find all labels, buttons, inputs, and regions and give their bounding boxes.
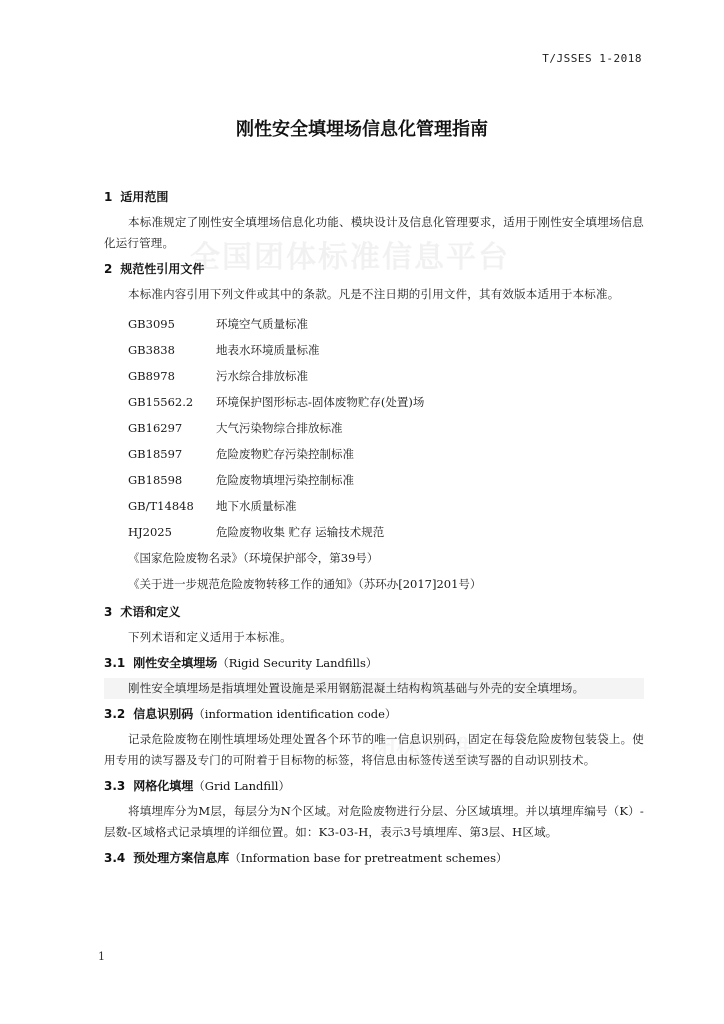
section-english-title: （Grid Landfill） — [193, 779, 290, 793]
section-number: 3.2 — [104, 707, 126, 721]
section-title: 信息识别码 — [133, 707, 194, 721]
reference-item — [128, 337, 644, 363]
reference-code: GB/T14848 — [128, 499, 194, 513]
reference-list — [128, 311, 644, 597]
standard-code: T/JSSES 1-2018 — [542, 52, 642, 65]
section-3-3-paragraph: 将填埋库分为M层，每层分为N个区域。对危险废物进行分层、分区域填埋。并以填埋库编号（K）-层数-区域格式记录填埋的详细位置。如：K3-03-H，表示3号填埋库、第3层、H区域。 — [104, 804, 644, 839]
reference-item — [128, 389, 644, 415]
section-3-3-heading — [104, 775, 644, 797]
section-title: 预处理方案信息库 — [133, 851, 230, 865]
section-title: 刚性安全填埋场 — [133, 656, 218, 670]
reference-name: 污水综合排放标准 — [216, 369, 308, 383]
section-number: 3.1 — [104, 656, 126, 670]
reference-code: GB15562.2 — [128, 395, 194, 409]
reference-document: 《关于进一步规范危险废物转移工作的通知》（苏环办[2017]201号） — [128, 577, 482, 591]
reference-name: 危险废物收集 贮存 运输技术规范 — [216, 525, 385, 539]
section-2-paragraph: 本标准内容引用下列文件或其中的条款。凡是不注日期的引用文件，其有效版本适用于本标准。 — [128, 287, 620, 301]
section-title: 适用范围 — [120, 190, 169, 204]
reference-name: 危险废物填埋污染控制标准 — [216, 473, 354, 487]
reference-code: HJ2025 — [128, 525, 172, 539]
section-1-paragraph: 本标准规定了刚性安全填埋场信息化功能、模块设计及信息化管理要求，适用于刚性安全填埋场信息化运行管理。 — [104, 215, 644, 250]
section-3-paragraph: 下列术语和定义适用于本标准。 — [128, 630, 292, 644]
reference-name: 环境保护图形标志-固体废物贮存(处置)场 — [216, 395, 425, 409]
reference-document: 《国家危险废物名录》（环境保护部令，第39号） — [128, 551, 379, 565]
section-english-title: （information identification code） — [193, 707, 397, 721]
section-number: 3.4 — [104, 851, 126, 865]
reference-code: GB16297 — [128, 421, 183, 435]
section-3-2-paragraph: 记录危险废物在刚性填埋场处理处置各个环节的唯一信息识别码，固定在每袋危险废物包装袋上。使用专用的读写器及专门的可附着于目标物的标签，将信息由标签传送至读写器的自动识别技术。 — [104, 732, 644, 767]
reference-item — [128, 467, 644, 493]
section-1-heading — [104, 186, 644, 208]
section-number: 1 — [104, 190, 113, 204]
section-title: 术语和定义 — [120, 605, 181, 619]
section-number: 3.3 — [104, 779, 126, 793]
reference-code: GB8978 — [128, 369, 175, 383]
section-3-1-paragraph: 刚性安全填埋场是指填埋处置设施是采用钢筋混凝土结构构筑基础与外壳的安全填埋场。 — [104, 678, 644, 699]
section-2-heading — [104, 258, 644, 280]
section-3-4-heading — [104, 847, 644, 869]
section-3-2-heading — [104, 703, 644, 725]
reference-code: GB18598 — [128, 473, 183, 487]
reference-item — [128, 441, 644, 467]
reference-name: 地下水质量标准 — [216, 499, 297, 513]
section-english-title: （Information base for pretreatment schemes） — [229, 851, 508, 865]
page-number: 1 — [98, 950, 105, 963]
reference-item — [128, 363, 644, 389]
section-number: 3 — [104, 605, 113, 619]
reference-name: 大气污染物综合排放标准 — [216, 421, 343, 435]
reference-name: 地表水环境质量标准 — [216, 343, 320, 357]
watermark: 全国团体标准信息平台 — [190, 240, 510, 275]
reference-code: GB3095 — [128, 317, 175, 331]
reference-code: GB3838 — [128, 343, 175, 357]
section-3-heading — [104, 601, 644, 623]
document-body — [104, 186, 644, 869]
section-3-1-heading — [104, 652, 644, 674]
reference-item — [128, 519, 644, 545]
reference-item — [128, 493, 644, 519]
reference-name: 危险废物贮存污染控制标准 — [216, 447, 354, 461]
section-number: 2 — [104, 262, 113, 276]
section-title: 网格化填埋 — [133, 779, 194, 793]
document-title: 刚性安全填埋场信息化管理指南 — [236, 119, 488, 140]
reference-code: GB18597 — [128, 447, 183, 461]
reference-item — [128, 311, 644, 337]
section-title: 规范性引用文件 — [120, 262, 205, 276]
reference-item — [128, 415, 644, 441]
reference-name: 环境空气质量标准 — [216, 317, 308, 331]
section-english-title: （Rigid Security Landfills） — [217, 656, 378, 670]
